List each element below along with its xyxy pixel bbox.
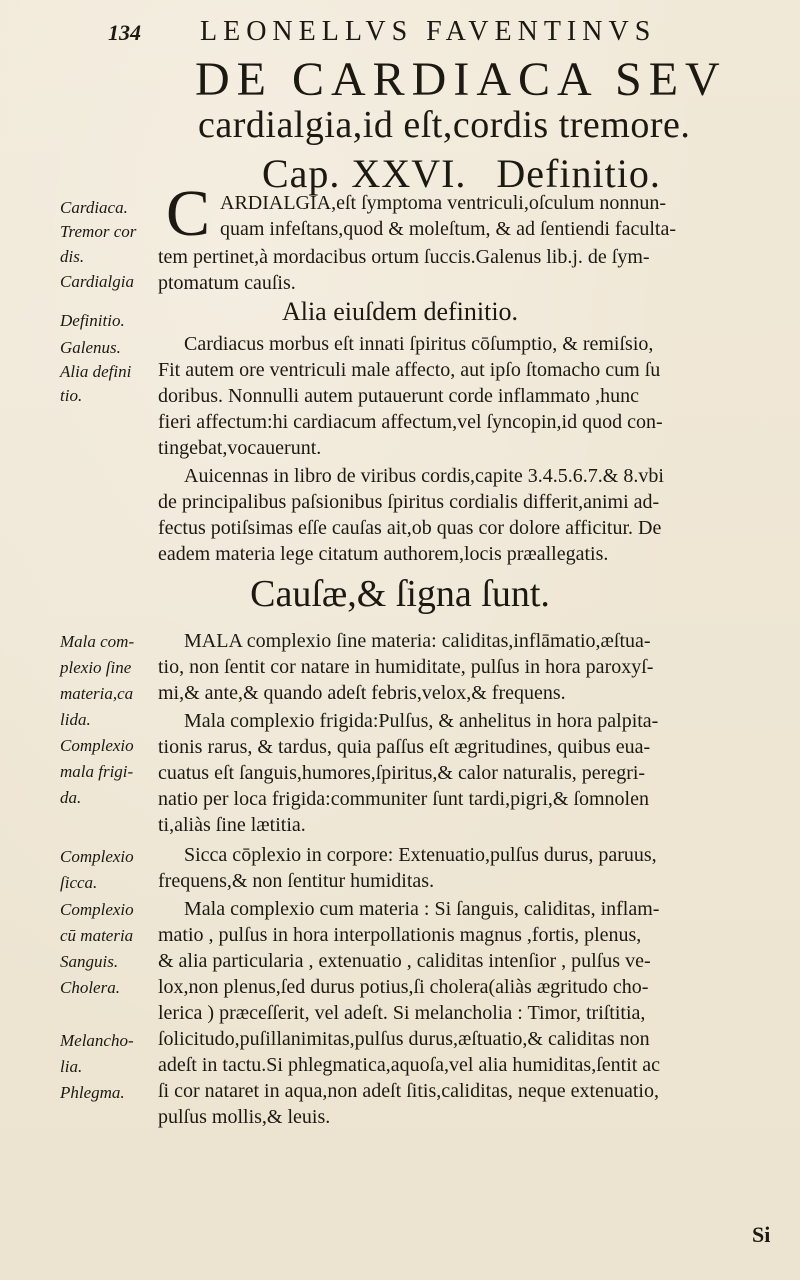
- margin-note: Definitio.: [60, 311, 125, 330]
- text-line: ſi cor nataret in aqua,non adeſt ſitis,caliditas, neque extenuatio,: [158, 1080, 659, 1102]
- text-line: Mala complexio frigida:Pulſus, & anhelitus in hora palpita-: [184, 710, 659, 732]
- text-line: Cardiacus morbus eſt innati ſpiritus cōſumptio, & remiſsio,: [184, 333, 654, 355]
- margin-note: Complexio: [60, 736, 134, 755]
- text-line: tionis rarus, & tardus, quia paſſus eſt ægritudines, quibus eua-: [158, 736, 651, 758]
- text-line: fectus potiſsimas eſſe cauſas ait,ob quas cor dolore afficitur. De: [158, 517, 662, 539]
- text-line: eadem materia lege citatum authorem,locis præallegatis.: [158, 543, 609, 565]
- text-line: MALA complexio ſine materia: caliditas,inflāmatio,æſtua-: [184, 630, 651, 652]
- margin-note: Mala com-: [60, 632, 135, 651]
- text-line: tio, non ſentit cor natare in humiditate, pulſus in hora paroxyſ-: [158, 656, 654, 678]
- running-head: LEONELLVS FAVENTINVS: [200, 16, 657, 47]
- margin-note: Cardiaca.: [60, 198, 128, 217]
- margin-note: Cholera.: [60, 978, 120, 997]
- margin-note: da.: [60, 788, 82, 807]
- margin-note: Tremor cor: [60, 222, 137, 241]
- margin-note: Sanguis.: [60, 952, 119, 971]
- text-line: adeſt in tactu.Si phlegmatica,aquoſa,vel alia humiditas,ſentit ac: [158, 1054, 661, 1076]
- text-line: mi,& ante,& quando adeſt febris,velox,& frequens.: [158, 682, 566, 704]
- margin-note: ſicca.: [60, 873, 98, 892]
- margin-note: Galenus.: [60, 338, 121, 357]
- margin-note: mala frigi-: [60, 762, 134, 781]
- margin-note: Cardialgia: [60, 272, 134, 291]
- margin-note: Phlegma.: [60, 1083, 125, 1102]
- text-line: ti,aliàs ſine lætitia.: [158, 814, 306, 836]
- text-line: matio , pulſus in hora interpollationis magnus ,fortis, plenus,: [158, 924, 642, 946]
- subheading-alia-definitio: Alia eiuſdem definitio.: [281, 297, 519, 326]
- text-line: quam infeſtans,quod & moleſtum, & ad ſentiendi faculta-: [220, 218, 676, 240]
- text-line: ptomatum cauſis.: [158, 272, 296, 294]
- text-line: lox,non plenus,ſed durus potius,ſi cholera(aliàs ægritudo cho-: [158, 976, 649, 998]
- catchword: Si: [752, 1222, 771, 1247]
- chapter-number: Cap. XXVI.: [262, 151, 467, 196]
- drop-cap-initial: C: [165, 177, 211, 250]
- chapter-title: DE CARDIACA SEV: [195, 53, 727, 106]
- margin-note: cū materia: [60, 926, 134, 945]
- text-line: tingebat,vocauerunt.: [158, 437, 322, 459]
- margin-note: plexio ſine: [60, 658, 132, 677]
- section-heading-definitio: Definitio.: [496, 151, 661, 196]
- text-line: tem pertinet,à mordacibus ortum ſuccis.Galenus lib.j. de ſym-: [158, 246, 650, 268]
- margin-note: Alia defini: [60, 362, 132, 381]
- text-line: Auicennas in libro de viribus cordis,capite 3.4.5.6.7.& 8.vbi: [184, 465, 664, 487]
- margin-note: materia,ca: [60, 684, 134, 703]
- margin-note: Complexio: [60, 847, 134, 866]
- text-line: frequens,& non ſentitur humiditas.: [158, 870, 435, 892]
- margin-note: dis.: [60, 247, 85, 266]
- text-line: Fit autem ore ventriculi male affecto, aut ipſo ſtomacho cum ſu: [158, 359, 661, 381]
- chapter-subtitle: cardialgia,id eſt,cordis tremore.: [198, 104, 691, 146]
- text-line: Mala complexio cum materia : Si ſanguis, caliditas, inflam-: [184, 898, 660, 920]
- margin-note: lida.: [60, 710, 91, 729]
- text-line: & alia particularia , extenuatio , caliditas intenſior , pulſus ve-: [158, 950, 651, 972]
- text-line: fieri affectum:hi cardiacum affectum,vel ſyncopin,id quod con-: [158, 411, 663, 433]
- margin-note: lia.: [60, 1057, 83, 1076]
- text-line: ſolicitudo,puſillanimitas,pulſus durus,æſtuatio,& caliditas non: [158, 1028, 650, 1050]
- text-line: natio per loca frigida:communiter ſunt tardi,pigri,& ſomnolen: [158, 788, 649, 810]
- text-line: lerica ) præceſſerit, vel adeſt. Si melancholia : Timor, triſtitia,: [158, 1002, 646, 1024]
- page-number: 134: [108, 20, 141, 45]
- text-line: de principalibus paſsionibus ſpiritus cordialis differit,animi ad-: [158, 491, 660, 513]
- margin-note: Melancho-: [60, 1031, 134, 1050]
- subheading-causae: Cauſæ,& ſigna ſunt.: [250, 573, 550, 615]
- text-line: ARDIALGIA,eſt ſymptoma ventriculi,oſculum nonnun-: [220, 192, 667, 214]
- text-line: cuatus eſt ſanguis,humores,ſpiritus,& calor naturalis, peregri-: [158, 762, 646, 784]
- margin-note: tio.: [60, 386, 83, 405]
- text-line: Sicca cōplexio in corpore: Extenuatio,pulſus durus, paruus,: [184, 844, 657, 866]
- text-line: doribus. Nonnulli autem putauerunt corde inflammato ,hunc: [158, 385, 639, 407]
- text-line: pulſus mollis,& leuis.: [158, 1106, 331, 1128]
- margin-note: Complexio: [60, 900, 134, 919]
